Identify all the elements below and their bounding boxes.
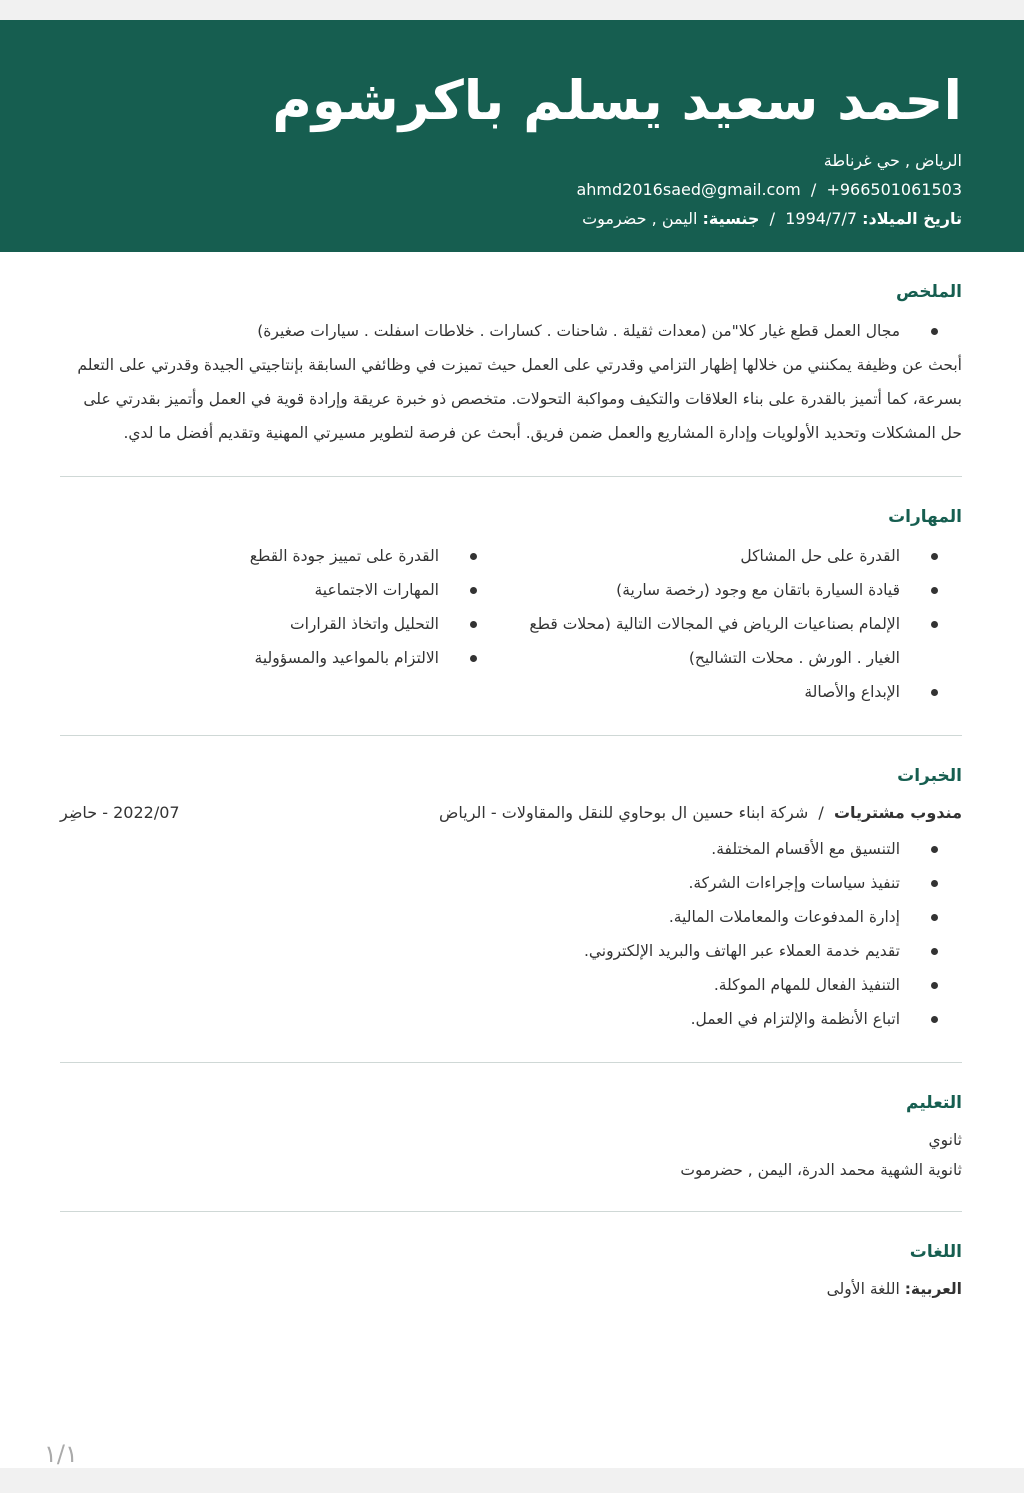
list-item: تقديم خدمة العملاء عبر الهاتف والبريد الإلكتروني. <box>60 934 962 968</box>
phone: +966501061503 <box>826 180 962 199</box>
separator: / <box>769 209 776 228</box>
list-item: اتباع الأنظمة والإلتزام في العمل. <box>60 1002 962 1036</box>
resume-header <box>0 20 1024 252</box>
nationality-label: جنسية: <box>702 209 760 228</box>
list-item: التحليل واتخاذ القرارات <box>60 607 501 641</box>
list-item: إدارة المدفوعات والمعاملات المالية. <box>60 900 962 934</box>
list-item: المهارات الاجتماعية <box>60 573 501 607</box>
list-item: التنسيق مع الأقسام المختلفة. <box>60 832 962 866</box>
list-item: الإلمام بصناعيات الرياض في المجالات التالية (محلات قطع الغيار . الورش . محلات التشاليح) <box>521 607 962 675</box>
language-name: العربية: <box>904 1280 962 1298</box>
languages-section <box>60 1212 962 1330</box>
language-level: اللغة الأولى <box>826 1280 900 1298</box>
job-company: شركة ابناء حسين ال بوحاوي للنقل والمقاولات - الرياض <box>439 803 809 822</box>
job-role: مندوب مشتريات <box>833 803 962 822</box>
page-number: ١/١ <box>44 1440 78 1468</box>
list-item: قيادة السيارة باتقان مع وجود (رخصة سارية) <box>521 573 962 607</box>
education-degree: ثانوي <box>928 1131 962 1149</box>
list-item: الإبداع والأصالة <box>521 675 962 709</box>
section-title: الملخص <box>896 282 962 302</box>
education-school: ثانوية الشهية محمد الدرة، اليمن , حضرموت <box>680 1161 962 1179</box>
candidate-name: احمد سعيد يسلم باكرشوم <box>272 69 962 132</box>
section-title: التعليم <box>906 1093 962 1113</box>
list-item: تنفيذ سياسات وإجراءات الشركة. <box>60 866 962 900</box>
list-item: القدرة على حل المشاكل <box>521 539 962 573</box>
list-item: القدرة على تمييز جودة القطع <box>60 539 501 573</box>
separator: / <box>818 803 824 822</box>
email: ahmd2016saed@gmail.com <box>576 180 801 199</box>
section-title: اللغات <box>909 1242 962 1262</box>
nationality: اليمن , حضرموت <box>582 209 698 228</box>
dob: 1994/7/7 <box>785 209 858 228</box>
summary-text: أبحث عن وظيفة يمكنني من خلالها إظهار التزامي وقدرتي على العمل حيث تميزت في وظائفي السابقة بإنتاجيتي الجيدة وقدرتي على التعلم بسرعة، كما أتميز بالقدرة على بناء العلاقات والتكيف ومواكبة التحولات. متخصص ذو خبرة عريقة وإرادة قوية في العمل وأتميز بقدرتي على حل المشكلات وتحديد الأولويات وإدارة المشاريع والعمل ضمن فريق. أبحث عن فرصة لتطوير مسيرتي المهنية وتقديم أفضل ما لدي. <box>77 356 962 442</box>
personal-line <box>62 204 962 233</box>
experience-section <box>60 736 962 1063</box>
section-title: المهارات <box>888 507 962 527</box>
section-title: الخبرات <box>897 766 962 786</box>
address: الرياض , حي غرناطة <box>823 151 962 170</box>
separator: / <box>810 180 817 199</box>
education-section <box>60 1063 962 1212</box>
list-item: مجال العمل قطع غيار كلا"من (معدات ثقيلة . شاحنات . كسارات . خلاطات اسفلت . سيارات صغيرة) <box>60 314 962 348</box>
job-dates: 2022/07 - حاضِر <box>60 803 180 822</box>
dob-label: تاريخ الميلاد: <box>862 209 962 228</box>
skills-section <box>60 477 962 736</box>
summary-section <box>60 252 962 477</box>
list-item: التنفيذ الفعال للمهام الموكلة. <box>60 968 962 1002</box>
list-item: الالتزام بالمواعيد والمسؤولية <box>60 641 501 675</box>
resume-page <box>0 20 1024 1468</box>
job-header <box>60 798 962 828</box>
contact-line <box>62 175 962 204</box>
